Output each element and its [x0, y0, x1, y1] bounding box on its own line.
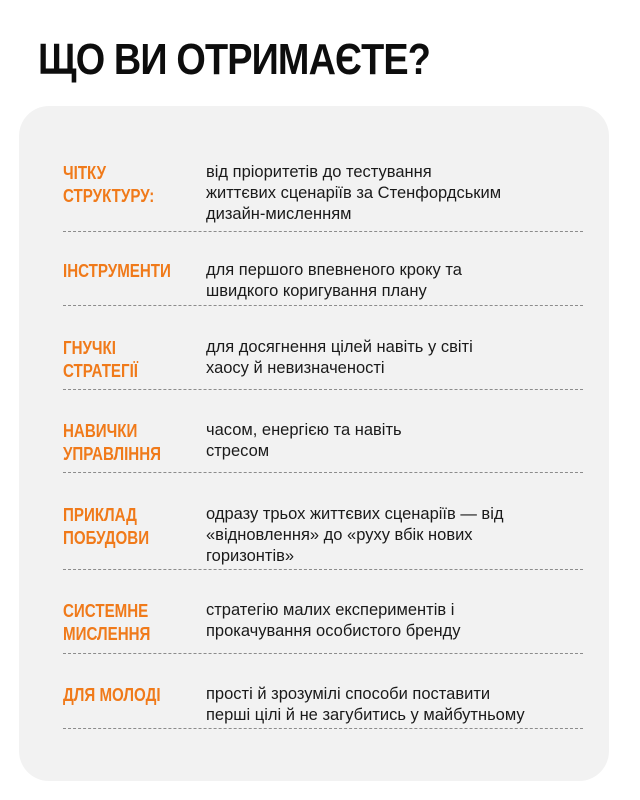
divider: [63, 472, 583, 473]
benefit-label: ГНУЧКІ СТРАТЕГІЇ: [63, 338, 138, 381]
divider: [63, 728, 583, 729]
benefit-label: ДЛЯ МОЛОДІ: [63, 685, 161, 705]
benefit-description: одразу трьох життєвих сценаріїв — від «відновлення» до «руху вбік нових горизонтів»: [206, 505, 504, 565]
benefit-label: НАВИЧКИ УПРАВЛІННЯ: [63, 421, 162, 464]
divider: [63, 389, 583, 390]
benefit-description: прості й зрозумілі способи поставити перші цілі й не загубитись у майбутньому: [206, 685, 525, 724]
benefit-label: ІНСТРУМЕНТИ: [63, 261, 171, 281]
divider: [63, 305, 583, 306]
benefit-description: часом, енергією та навіть стресом: [206, 421, 402, 460]
divider: [63, 653, 583, 654]
benefit-label: ЧІТКУ СТРУКТУРУ:: [63, 163, 155, 206]
divider: [63, 231, 583, 232]
page-title: ЩО ВИ ОТРИМАЄТЕ?: [38, 35, 431, 84]
benefit-description: стратегію малих експериментів і прокачування особистого бренду: [206, 601, 461, 640]
benefit-description: для досягнення цілей навіть у світі хаосу й невизначеності: [206, 338, 473, 377]
divider: [63, 569, 583, 570]
benefit-label: ПРИКЛАД ПОБУДОВИ: [63, 505, 150, 548]
benefit-label: СИСТЕМНЕ МИСЛЕННЯ: [63, 601, 151, 644]
benefits-card: [19, 106, 609, 781]
benefit-description: для першого впевненого кроку та швидкого коригування плану: [206, 261, 462, 300]
benefit-description: від пріоритетів до тестування життєвих сценаріїв за Стенфордським дизайн-мисленням: [206, 163, 502, 223]
